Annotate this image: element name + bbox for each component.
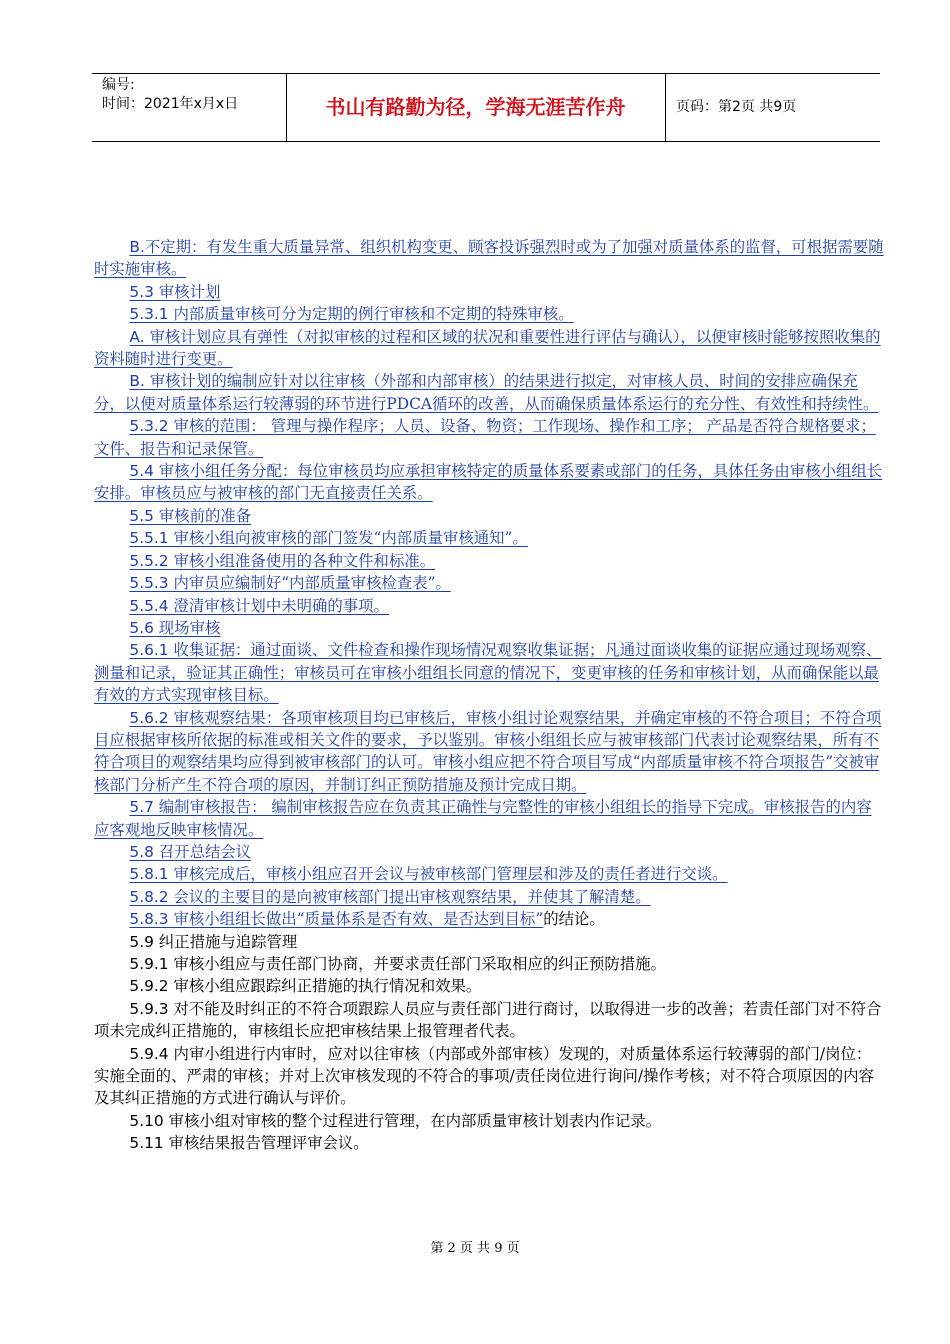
- header-bottom-rule: [92, 141, 880, 142]
- paragraph: 5.8.1 审核完成后，审核小组应召开会议与被审核部门管理层和涉及的责任者进行交谈。: [129, 865, 728, 884]
- paragraph: 5.5.1 审核小组向被审核的部门签发“内部质量审核通知”。: [129, 529, 528, 548]
- paragraph: 5.9.1 审核小组应与责任部门协商，并要求责任部门采取相应的纠正预防措施。: [129, 955, 666, 973]
- paragraph: 5.5.4 澄清审核计划中未明确的事项。: [129, 596, 389, 615]
- header-page-indicator: 页码：第2页 共9页: [676, 99, 797, 115]
- paragraph: 5.5.3 内审员应编制好“内部质量审核检查表”。: [129, 574, 451, 593]
- document-number-label: 编号:: [102, 77, 135, 93]
- paragraph: 5.3.1 内部质量审核可分为定期的例行审核和不定期的特殊审核。: [129, 305, 574, 324]
- page-footer: 第 2 页 共 9 页: [430, 1241, 520, 1256]
- document-time-label: 时间：2021年x月x日: [102, 96, 239, 112]
- header-meta: [102, 76, 238, 114]
- paragraph: 5.6.1 收集证据：通过面谈、文件检查和操作现场情况观察收集证据；凡通过面谈收集的证据应通过现场观察、测量和记录，验证其正确性；审核员可在审核小组组长同意的情况下，变更审核的任务和审核计划，从而确保能以最有效的方式实现审核目标。: [94, 641, 882, 705]
- section-heading: 5.5 审核前的准备: [129, 506, 252, 525]
- paragraph: 5.3.2 审核的范围： 管理与操作程序；人员、设备、物资；工作现场、操作和工序； 产品是否符合规格要求；文件、报告和记录保管。: [94, 417, 876, 458]
- section-heading: 5.9 纠正措施与追踪管理: [129, 932, 298, 951]
- paragraph: 5.8.3 审核小组组长做出“质量体系是否有效、是否达到目标”的结论。: [129, 910, 605, 929]
- paragraph: B. 审核计划的编制应针对以往审核（外部和内部审核）的结果进行拟定，对审核人员、时间的安排应确保充分，以便对质量体系运行较薄弱的环节进行PDCA循环的改善，从而确保质量体系运行的充分性、有效性和持续性。: [94, 372, 879, 413]
- header-divider-right: [665, 73, 666, 141]
- paragraph: 5.11 审核结果报告管理评审会议。: [129, 1134, 369, 1153]
- paragraph: 5.9.3 对不能及时纠正的不符合项跟踪人员应与责任部门进行商讨，以取得进一步的改善；若责任部门对不符合项未完成纠正措施的，审核组长应把审核结果上报管理者代表。: [94, 999, 882, 1041]
- section-heading: 5.8 召开总结会议: [129, 842, 252, 861]
- section-heading: 5.6 现场审核: [129, 618, 221, 637]
- paragraph: 5.7 编制审核报告： 编制审核报告应在负责其正确性与完整性的审核小组组长的指导下完成。审核报告的内容应客观地反映审核情况。: [94, 798, 872, 839]
- header-top-rule: [92, 73, 880, 74]
- paragraph: 5.8.2 会议的主要目的是向被审核部门提出审核观察结果，并使其了解清楚。: [129, 887, 651, 906]
- section-heading: 5.3 审核计划: [129, 282, 221, 301]
- paragraph: 5.10 审核小组对审核的整个过程进行管理，在内部质量审核计划表内作记录。: [129, 1111, 662, 1130]
- paragraph: 5.6.2 审核观察结果：各项审核项目均已审核后，审核小组讨论观察结果，并确定审核的不符合项目；不符合项目应根据审核所依据的标准或相关文件的要求，予以鉴别。审核小组组长应与被审核部门代表讨论观察结果，所有不符合项目的观察结果均应得到被审核部门的认可。审核小组应把不符合项目写成“内部质量审核不符合项报告”交被审核部门分析产生不符合项的原因，并制订纠正预防措施及预计完成日期。: [94, 708, 882, 794]
- paragraph: B.不定期：有发生重大质量异常、组织机构变更、顾客投诉强烈时或为了加强对质量体系的监督，可根据需要随时实施审核。: [94, 238, 884, 279]
- document-body: [94, 236, 884, 1155]
- paragraph: 5.9.4 内审小组进行内审时，应对以往审核（内部或外部审核）发现的，对质量体系运行较薄弱的部门/岗位：实施全面的、严肃的审核；并对上次审核发现的不符合的事项/责任岗位进行询问/操作考核；对不符合项原因的内容及其纠正措施的方式进行确认与评价。: [94, 1044, 874, 1108]
- paragraph: 5.5.2 审核小组准备使用的各种文件和标准。: [129, 551, 436, 570]
- paragraph: 5.9.2 审核小组应跟踪纠正措施的执行情况和效果。: [129, 977, 482, 996]
- paragraph: A. 审核计划应具有弹性（对拟审核的过程和区域的状况和重要性进行评估与确认），以便审核时能够按照收集的资料随时进行变更。: [94, 327, 881, 369]
- paragraph: 5.4 审核小组任务分配：每位审核员均应承担审核特定的质量体系要素或部门的任务，具体任务由审核小组组长安排。审核员应与被审核的部门无直接责任关系。: [94, 462, 883, 503]
- header-motto: 书山有路勤为径，学海无涯苦作舟: [325, 95, 626, 119]
